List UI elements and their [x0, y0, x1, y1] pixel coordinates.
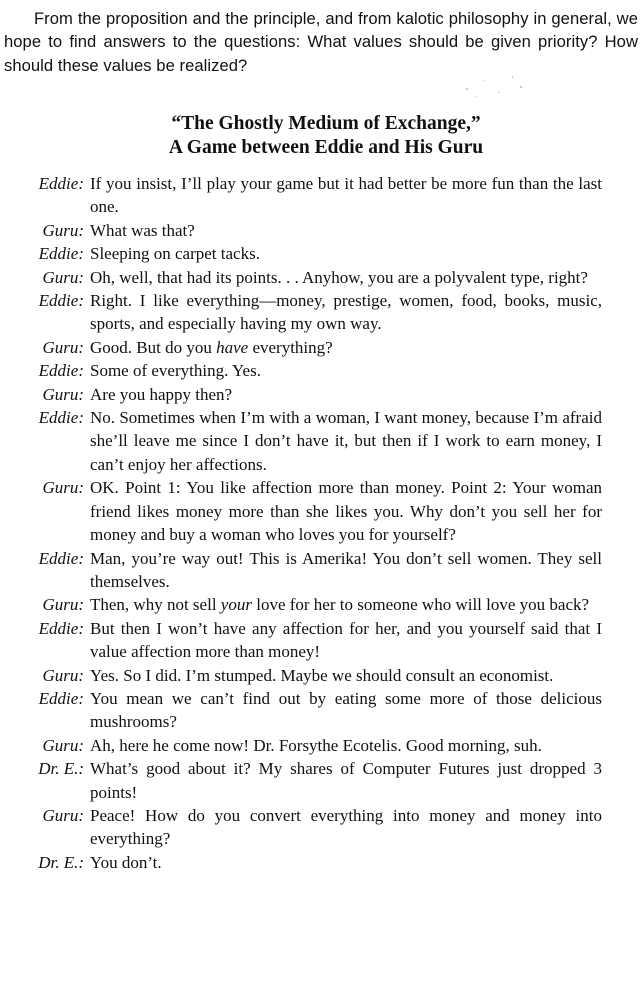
speech-text: If you insist, I’ll play your game but it had better be more fun than the last one. [90, 174, 602, 217]
dialogue-turn [0, 289, 640, 336]
speech-text-part: love for her to someone who will love you back? [251, 595, 590, 615]
speaker-label: Eddie: [38, 688, 84, 708]
speech-text: Man, you’re way out! This is Amerika! You don’t sell women. They sell themselves. [90, 548, 602, 591]
speech-text [90, 336, 602, 359]
speaker-label: Guru: [42, 267, 84, 287]
dialogue-turn [0, 757, 640, 804]
speaker-label: Guru: [42, 384, 84, 404]
speaker-label: Guru: [42, 735, 84, 755]
dialogue-turn [0, 172, 640, 219]
speaker-label: Eddie: [38, 548, 84, 568]
speech-text: Yes. So I did. I’m stumped. Maybe we should consult an economist. [90, 665, 554, 685]
emphasized-word: your [220, 595, 252, 615]
dialogue [0, 172, 640, 874]
speaker-label: Eddie: [38, 361, 84, 381]
print-speck [498, 92, 500, 93]
title-line-2: A Game between Eddie and His Guru [168, 137, 484, 158]
speech-text: Sleeping on carpet tacks. [90, 244, 260, 264]
dialogue-turn [0, 547, 640, 594]
dialogue-turn [0, 406, 640, 476]
speech-text: Oh, well, that had its points. . . Anyhow, you are a polyvalent type, right? [90, 267, 588, 287]
print-speck [512, 76, 513, 78]
speech-text-part: Good. But do you [90, 337, 217, 357]
section-title [0, 112, 640, 160]
dialogue-turn [0, 476, 640, 546]
dialogue-turn [0, 242, 640, 265]
speaker-label: Dr. E.: [38, 759, 84, 779]
speaker-label: Eddie: [38, 618, 84, 638]
speaker-label: Guru: [42, 478, 84, 498]
print-speck [476, 96, 477, 97]
dialogue-turn [0, 851, 640, 874]
print-speck [484, 80, 485, 81]
speech-text: Ah, here he come now! Dr. Forsythe Ecotelis. Good morning, suh. [90, 735, 542, 755]
speaker-label: Guru: [42, 220, 84, 240]
speech-text-part: Then, why not sell [90, 595, 221, 615]
dialogue-turn [0, 383, 640, 406]
speech-text-part: everything? [248, 337, 333, 357]
speaker-label: Eddie: [38, 291, 84, 311]
speaker-label: Guru: [42, 665, 84, 685]
speaker-label: Guru: [42, 337, 84, 357]
speech-text: Are you happy then? [90, 384, 233, 404]
speech-text: You don’t. [90, 852, 162, 872]
dialogue-turn [0, 687, 640, 734]
dialogue-turn [0, 336, 640, 359]
dialogue-turn [0, 359, 640, 382]
dialogue-turn [0, 219, 640, 242]
speech-text: What was that? [90, 220, 195, 240]
speech-text: You mean we can’t find out by eating some more of those delicious mushrooms? [90, 688, 602, 732]
dialogue-turn [0, 804, 640, 851]
dialogue-turn [0, 734, 640, 757]
speech-text: But then I won’t have any affection for her, and you yourself said that I value affection more than money! [90, 618, 602, 662]
dialogue-turn [0, 593, 640, 616]
speech-text [90, 593, 602, 616]
print-speck [520, 86, 522, 88]
speaker-label: Dr. E.: [38, 852, 84, 872]
intro-paragraph: From the proposition and the principle, and from kalotic philosophy in general, we hope to find answers to the questions: What values should be given priority? How should these values be realized? [4, 9, 638, 75]
speaker-label: Guru: [42, 595, 84, 615]
speech-text: What’s good about it? My shares of Computer Futures just dropped 3 points! [90, 759, 602, 802]
speech-text: Right. I like everything—money, prestige, women, food, books, music, sports, and especially having my own way. [90, 291, 602, 334]
dialogue-turn [0, 266, 640, 289]
speech-text: No. Sometimes when I’m with a woman, I want money, because I’m afraid she’ll leave me since I don’t have it, but then if I work to earn money, I can’t enjoy her affections. [90, 408, 602, 474]
speech-text: OK. Point 1: You like affection more than money. Point 2: Your woman friend likes money more than she likes you. Why don’t you sell her for money and buy a woman who loves you for yourself? [90, 478, 602, 545]
speech-text: Peace! How do you convert everything into money and money into everything? [90, 805, 602, 849]
title-line-1: “The Ghostly Medium of Exchange,” [171, 113, 481, 134]
print-speck [466, 88, 468, 90]
speaker-label: Guru: [42, 805, 84, 825]
dialogue-turn [0, 664, 640, 687]
speech-text: Some of everything. Yes. [90, 361, 261, 381]
emphasized-word: have [216, 337, 249, 357]
speaker-label: Eddie: [38, 244, 84, 264]
speaker-label: Eddie: [38, 174, 84, 193]
speaker-label: Eddie: [38, 408, 84, 428]
dialogue-turn [0, 617, 640, 664]
